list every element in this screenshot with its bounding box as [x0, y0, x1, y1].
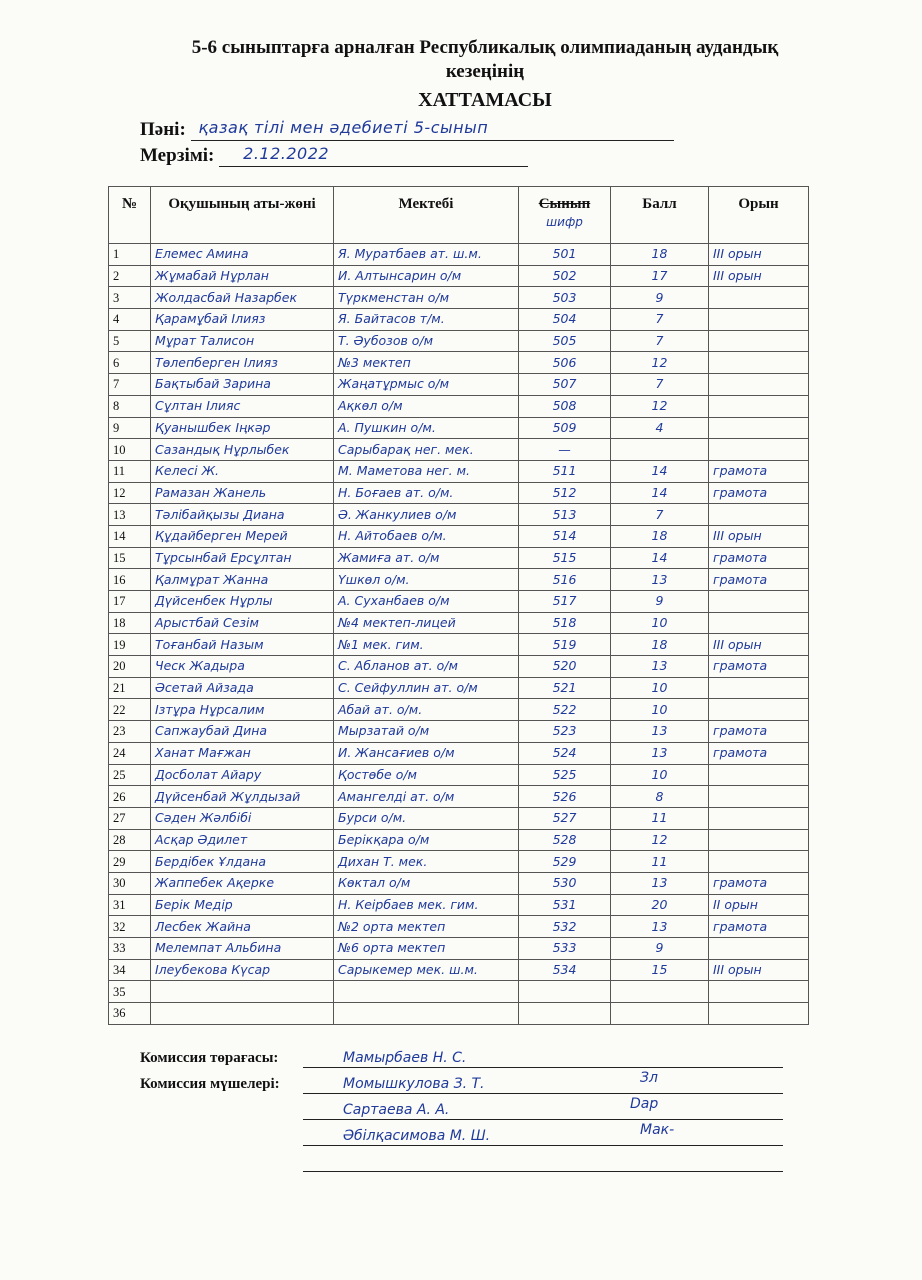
cell-code: 511 [519, 460, 611, 482]
cell-code: 519 [519, 634, 611, 656]
cell-place: III орын [709, 634, 809, 656]
cell-code: 532 [519, 916, 611, 938]
cell-code: 528 [519, 829, 611, 851]
table-row [109, 959, 809, 981]
cell-student-name: Рамазан Жанель [151, 482, 334, 504]
cell-code: 507 [519, 374, 611, 396]
table-row [109, 699, 809, 721]
cell-place: грамота [709, 569, 809, 591]
cell-student-name: Лесбек Жайна [151, 916, 334, 938]
cell-number: 35 [109, 981, 151, 1003]
subject-value: қазақ тілі мен әдебиеті 5-сынып [191, 118, 674, 141]
cell-score: 7 [611, 330, 709, 352]
table-row [109, 656, 809, 678]
table-header-row [109, 187, 809, 244]
cell-score: 9 [611, 287, 709, 309]
table-row [109, 525, 809, 547]
cell-code: 512 [519, 482, 611, 504]
cell-number: 21 [109, 677, 151, 699]
table-row [109, 938, 809, 960]
cell-place [709, 395, 809, 417]
cell-code: 527 [519, 807, 611, 829]
commission-empty-line [303, 1152, 783, 1172]
cell-code: 520 [519, 656, 611, 678]
cell-score: 8 [611, 786, 709, 808]
header-school: Мектебі [334, 187, 519, 244]
cell-place [709, 1003, 809, 1025]
cell-school: №1 мек. гим. [334, 634, 519, 656]
cell-student-name: Қалмұрат Жанна [151, 569, 334, 591]
cell-score: 18 [611, 244, 709, 266]
cell-place: грамота [709, 656, 809, 678]
cell-number: 23 [109, 721, 151, 743]
table-row [109, 352, 809, 374]
cell-place: грамота [709, 742, 809, 764]
cell-place [709, 851, 809, 873]
cell-school: Бурси о/м. [334, 807, 519, 829]
cell-place [709, 612, 809, 634]
table-row [109, 460, 809, 482]
cell-student-name: Берік Медір [151, 894, 334, 916]
cell-place [709, 786, 809, 808]
cell-score: 17 [611, 265, 709, 287]
cell-school: Сарыбарақ нег. мек. [334, 439, 519, 461]
cell-place [709, 981, 809, 1003]
cell-number: 13 [109, 504, 151, 526]
cell-score: 10 [611, 677, 709, 699]
table-row [109, 330, 809, 352]
table-row [109, 786, 809, 808]
cell-score: 7 [611, 504, 709, 526]
cell-student-name: Мелемпат Альбина [151, 938, 334, 960]
cell-place: грамота [709, 872, 809, 894]
cell-student-name [151, 981, 334, 1003]
cell-score: 7 [611, 309, 709, 331]
cell-score: 11 [611, 851, 709, 873]
cell-school: Жамиға ат. о/м [334, 547, 519, 569]
cell-number: 25 [109, 764, 151, 786]
cell-student-name: Ізтұра Нұрсалим [151, 699, 334, 721]
subject-row [140, 118, 674, 141]
cell-school: С. Сейфуллин ат. о/м [334, 677, 519, 699]
table-row [109, 547, 809, 569]
cell-student-name [151, 1003, 334, 1025]
cell-score: 9 [611, 938, 709, 960]
subject-label: Пәні: [140, 119, 186, 140]
cell-student-name: Сұлтан Ілияс [151, 395, 334, 417]
cell-number: 31 [109, 894, 151, 916]
cell-code [519, 1003, 611, 1025]
cell-school: Сарыкемер мек. ш.м. [334, 959, 519, 981]
cell-student-name: Ческ Жадыра [151, 656, 334, 678]
cell-place [709, 807, 809, 829]
cell-score: 12 [611, 829, 709, 851]
cell-code: 504 [519, 309, 611, 331]
cell-number: 15 [109, 547, 151, 569]
cell-student-name: Сазандық Нұрлыбек [151, 439, 334, 461]
cell-code: 517 [519, 591, 611, 613]
cell-school: А. Пушкин о/м. [334, 417, 519, 439]
cell-student-name: Ілеубекова Күсар [151, 959, 334, 981]
cell-code: 521 [519, 677, 611, 699]
table-row [109, 1003, 809, 1025]
cell-number: 4 [109, 309, 151, 331]
cell-code: 505 [519, 330, 611, 352]
commission-member-2-signature: Dар [630, 1096, 659, 1112]
cell-place [709, 439, 809, 461]
cell-student-name: Дүйсенбек Нұрлы [151, 591, 334, 613]
cell-school: Я. Байтасов т/м. [334, 309, 519, 331]
cell-number: 8 [109, 395, 151, 417]
header-class-label: Сынып [538, 196, 591, 212]
cell-school: Т. Әубозов о/м [334, 330, 519, 352]
table-row [109, 395, 809, 417]
cell-student-name: Тоғанбай Назым [151, 634, 334, 656]
cell-number: 36 [109, 1003, 151, 1025]
cell-number: 6 [109, 352, 151, 374]
commission-members-label: Комиссия мүшелері: [140, 1076, 280, 1092]
cell-school: Ә. Жанкулиев о/м [334, 504, 519, 526]
cell-number: 16 [109, 569, 151, 591]
cell-code: 516 [519, 569, 611, 591]
cell-score: 14 [611, 547, 709, 569]
cell-number: 26 [109, 786, 151, 808]
cell-number: 18 [109, 612, 151, 634]
table-row [109, 807, 809, 829]
cell-code: 513 [519, 504, 611, 526]
cell-place: грамота [709, 721, 809, 743]
cell-score: 9 [611, 591, 709, 613]
commission-member-1-signature: Зл [640, 1070, 658, 1086]
cell-code: 508 [519, 395, 611, 417]
cell-place [709, 309, 809, 331]
cell-student-name: Қуанышбек Іңкәр [151, 417, 334, 439]
cell-place [709, 504, 809, 526]
cell-code: 514 [519, 525, 611, 547]
cell-score: 13 [611, 569, 709, 591]
commission-chair-label: Комиссия төрағасы: [140, 1050, 279, 1066]
cell-place: II орын [709, 894, 809, 916]
cell-student-name: Қарамұбай Ілияз [151, 309, 334, 331]
table-body [109, 244, 809, 1025]
cell-school: Н. Айтобаев о/м. [334, 525, 519, 547]
cell-number: 33 [109, 938, 151, 960]
title-line-2: кезеңінің [445, 61, 525, 82]
table-row [109, 872, 809, 894]
cell-school: И. Жансағиев о/м [334, 742, 519, 764]
cell-student-name: Тұрсынбай Ерсұлтан [151, 547, 334, 569]
cell-place: III орын [709, 525, 809, 547]
cell-place: грамота [709, 482, 809, 504]
cell-student-name: Келесі Ж. [151, 460, 334, 482]
cell-code: 522 [519, 699, 611, 721]
cell-number: 22 [109, 699, 151, 721]
cell-score [611, 1003, 709, 1025]
cell-score: 18 [611, 634, 709, 656]
cell-student-name: Арыстбай Сезім [151, 612, 334, 634]
table-row [109, 482, 809, 504]
table-row [109, 374, 809, 396]
cell-score: 11 [611, 807, 709, 829]
cell-score: 7 [611, 374, 709, 396]
table-row [109, 829, 809, 851]
table-row [109, 721, 809, 743]
cell-student-name: Бердібек Ұлдана [151, 851, 334, 873]
table-row [109, 981, 809, 1003]
document-title [100, 36, 870, 84]
cell-code: 525 [519, 764, 611, 786]
cell-number: 2 [109, 265, 151, 287]
cell-score: 20 [611, 894, 709, 916]
cell-student-name: Сәден Жәлбібі [151, 807, 334, 829]
cell-student-name: Бақтыбай Зарина [151, 374, 334, 396]
cell-number: 30 [109, 872, 151, 894]
cell-school: И. Алтынсарин о/м [334, 265, 519, 287]
cell-score: 10 [611, 612, 709, 634]
cell-number: 24 [109, 742, 151, 764]
cell-student-name: Сапжаубай Дина [151, 721, 334, 743]
header-place: Орын [709, 187, 809, 244]
cell-place [709, 374, 809, 396]
table-row [109, 287, 809, 309]
cell-score: 12 [611, 352, 709, 374]
cell-code: 533 [519, 938, 611, 960]
cell-student-name: Төлепберген Ілияз [151, 352, 334, 374]
cell-number: 17 [109, 591, 151, 613]
cell-score: 12 [611, 395, 709, 417]
cell-score: 13 [611, 656, 709, 678]
header-student-name: Оқушының аты-жөні [151, 187, 334, 244]
cell-code: 529 [519, 851, 611, 873]
cell-student-name: Дүйсенбай Жұлдызай [151, 786, 334, 808]
cell-student-name: Ханат Мағжан [151, 742, 334, 764]
cell-code: 524 [519, 742, 611, 764]
table-row [109, 244, 809, 266]
table-row [109, 569, 809, 591]
cell-score [611, 981, 709, 1003]
cell-code: 518 [519, 612, 611, 634]
cell-number: 28 [109, 829, 151, 851]
table-row [109, 677, 809, 699]
cell-student-name: Әсетай Айзада [151, 677, 334, 699]
cell-number: 34 [109, 959, 151, 981]
table-row [109, 612, 809, 634]
cell-score: 10 [611, 699, 709, 721]
cell-school: С. Абланов ат. о/м [334, 656, 519, 678]
table-row [109, 265, 809, 287]
cell-school: Н. Боғаев ат. о/м. [334, 482, 519, 504]
cell-score: 10 [611, 764, 709, 786]
commission-member-3-signature: Мак- [640, 1122, 675, 1138]
cell-school: №6 орта мектеп [334, 938, 519, 960]
cell-place: III орын [709, 244, 809, 266]
header-class [519, 187, 611, 244]
cell-number: 10 [109, 439, 151, 461]
cell-score: 14 [611, 460, 709, 482]
header-class-note: шифр [546, 215, 583, 229]
cell-place [709, 829, 809, 851]
cell-place [709, 352, 809, 374]
cell-number: 32 [109, 916, 151, 938]
cell-number: 3 [109, 287, 151, 309]
table-row [109, 742, 809, 764]
cell-code: 503 [519, 287, 611, 309]
cell-school: Үшкөл о/м. [334, 569, 519, 591]
cell-school: Амангелді ат. о/м [334, 786, 519, 808]
cell-code: 506 [519, 352, 611, 374]
cell-place [709, 287, 809, 309]
cell-school: Абай ат. о/м. [334, 699, 519, 721]
commission-member-2: Сартаева А. А. [303, 1100, 783, 1120]
cell-school: М. Маметова нег. м. [334, 460, 519, 482]
cell-code: 515 [519, 547, 611, 569]
cell-code: 530 [519, 872, 611, 894]
table-row [109, 764, 809, 786]
cell-code: 502 [519, 265, 611, 287]
cell-place: грамота [709, 547, 809, 569]
table-row [109, 851, 809, 873]
cell-place [709, 938, 809, 960]
header-number: № [109, 187, 151, 244]
cell-school: №3 мектеп [334, 352, 519, 374]
cell-place [709, 677, 809, 699]
table-row [109, 894, 809, 916]
cell-number: 5 [109, 330, 151, 352]
date-label: Мерзімі: [140, 145, 215, 166]
cell-school: Қостөбе о/м [334, 764, 519, 786]
cell-number: 12 [109, 482, 151, 504]
cell-score: 4 [611, 417, 709, 439]
cell-number: 27 [109, 807, 151, 829]
cell-school: Берікқара о/м [334, 829, 519, 851]
cell-code: 531 [519, 894, 611, 916]
header-score: Балл [611, 187, 709, 244]
commission-member-1: Момышкулова З. Т. [303, 1074, 783, 1094]
cell-place [709, 764, 809, 786]
cell-student-name: Тәлібайқызы Диана [151, 504, 334, 526]
cell-school: Я. Муратбаев ат. ш.м. [334, 244, 519, 266]
cell-score: 13 [611, 872, 709, 894]
cell-school: Түркменстан о/м [334, 287, 519, 309]
table-row [109, 417, 809, 439]
cell-place: III орын [709, 959, 809, 981]
cell-school: Мырзатай о/м [334, 721, 519, 743]
cell-student-name: Құдайберген Мерей [151, 525, 334, 547]
cell-code: 534 [519, 959, 611, 981]
cell-school: Дихан Т. мек. [334, 851, 519, 873]
cell-school: №2 орта мектеп [334, 916, 519, 938]
cell-school: Н. Кеірбаев мек. гим. [334, 894, 519, 916]
date-value: 2.12.2022 [219, 144, 528, 167]
cell-student-name: Елемес Амина [151, 244, 334, 266]
cell-score: 13 [611, 916, 709, 938]
results-table [108, 186, 809, 1025]
cell-code: 523 [519, 721, 611, 743]
cell-student-name: Жаппебек Ақерке [151, 872, 334, 894]
cell-score: 13 [611, 721, 709, 743]
cell-place: грамота [709, 916, 809, 938]
cell-student-name: Жұмабай Нұрлан [151, 265, 334, 287]
cell-code: 501 [519, 244, 611, 266]
cell-student-name: Жолдасбай Назарбек [151, 287, 334, 309]
cell-place [709, 330, 809, 352]
cell-number: 11 [109, 460, 151, 482]
cell-code: — [519, 439, 611, 461]
table-row [109, 504, 809, 526]
document-subtitle: ХАТТАМАСЫ [418, 89, 552, 111]
cell-school [334, 1003, 519, 1025]
cell-number: 7 [109, 374, 151, 396]
cell-score: 13 [611, 742, 709, 764]
cell-code [519, 981, 611, 1003]
commission-chair-name: Мамырбаев Н. С. [303, 1048, 783, 1068]
cell-number: 14 [109, 525, 151, 547]
table-row [109, 634, 809, 656]
table-row [109, 591, 809, 613]
cell-score: 15 [611, 959, 709, 981]
commission-member-3: Әбілқасимова М. Ш. [303, 1126, 783, 1146]
cell-code: 509 [519, 417, 611, 439]
cell-student-name: Мұрат Талисон [151, 330, 334, 352]
date-row [140, 144, 528, 167]
cell-number: 20 [109, 656, 151, 678]
cell-place [709, 591, 809, 613]
table-row [109, 309, 809, 331]
cell-school: Ақкөл о/м [334, 395, 519, 417]
cell-number: 19 [109, 634, 151, 656]
cell-score: 18 [611, 525, 709, 547]
cell-number: 1 [109, 244, 151, 266]
cell-school: Көктал о/м [334, 872, 519, 894]
cell-score: 14 [611, 482, 709, 504]
table-row [109, 916, 809, 938]
cell-school: №4 мектеп-лицей [334, 612, 519, 634]
cell-school: А. Суханбаев о/м [334, 591, 519, 613]
cell-place [709, 699, 809, 721]
cell-code: 526 [519, 786, 611, 808]
cell-number: 29 [109, 851, 151, 873]
cell-place: III орын [709, 265, 809, 287]
title-line-1: 5-6 сыныптарға арналған Республикалық олимпиаданың аудандық [191, 37, 779, 58]
cell-student-name: Досболат Айару [151, 764, 334, 786]
table-row [109, 439, 809, 461]
cell-score [611, 439, 709, 461]
cell-place: грамота [709, 460, 809, 482]
cell-school: Жаңатұрмыс о/м [334, 374, 519, 396]
cell-number: 9 [109, 417, 151, 439]
cell-place [709, 417, 809, 439]
cell-student-name: Асқар Әдилет [151, 829, 334, 851]
cell-school [334, 981, 519, 1003]
